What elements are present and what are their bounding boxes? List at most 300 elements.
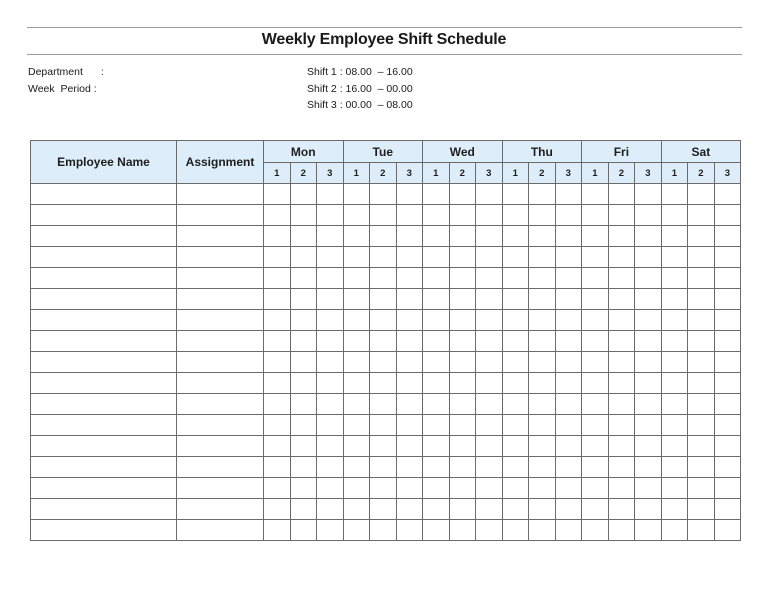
shift-cell[interactable] xyxy=(608,205,635,226)
shift-cell[interactable] xyxy=(688,373,715,394)
shift-cell[interactable] xyxy=(714,226,741,247)
shift-cell[interactable] xyxy=(317,394,344,415)
shift-cell[interactable] xyxy=(343,520,370,541)
shift-cell[interactable] xyxy=(608,457,635,478)
shift-cell[interactable] xyxy=(529,394,556,415)
shift-cell[interactable] xyxy=(582,352,609,373)
shift-cell[interactable] xyxy=(529,373,556,394)
shift-cell[interactable] xyxy=(582,520,609,541)
shift-cell[interactable] xyxy=(635,247,662,268)
shift-cell[interactable] xyxy=(396,205,423,226)
shift-cell[interactable] xyxy=(714,373,741,394)
shift-cell[interactable] xyxy=(290,436,317,457)
shift-cell[interactable] xyxy=(555,394,582,415)
shift-cell[interactable] xyxy=(476,478,503,499)
shift-cell[interactable] xyxy=(290,457,317,478)
shift-cell[interactable] xyxy=(264,289,291,310)
shift-cell[interactable] xyxy=(317,205,344,226)
shift-cell[interactable] xyxy=(502,247,529,268)
shift-cell[interactable] xyxy=(396,184,423,205)
shift-cell[interactable] xyxy=(608,226,635,247)
shift-cell[interactable] xyxy=(317,520,344,541)
shift-cell[interactable] xyxy=(502,268,529,289)
shift-cell[interactable] xyxy=(290,415,317,436)
shift-cell[interactable] xyxy=(290,394,317,415)
shift-cell[interactable] xyxy=(529,352,556,373)
shift-cell[interactable] xyxy=(396,457,423,478)
shift-cell[interactable] xyxy=(317,373,344,394)
shift-cell[interactable] xyxy=(396,352,423,373)
employee-name-cell[interactable] xyxy=(31,436,177,457)
shift-cell[interactable] xyxy=(264,373,291,394)
shift-cell[interactable] xyxy=(449,394,476,415)
shift-cell[interactable] xyxy=(714,205,741,226)
shift-cell[interactable] xyxy=(502,394,529,415)
shift-cell[interactable] xyxy=(661,205,688,226)
shift-cell[interactable] xyxy=(688,205,715,226)
shift-cell[interactable] xyxy=(502,205,529,226)
shift-cell[interactable] xyxy=(688,499,715,520)
shift-cell[interactable] xyxy=(476,184,503,205)
shift-cell[interactable] xyxy=(449,247,476,268)
shift-cell[interactable] xyxy=(555,436,582,457)
shift-cell[interactable] xyxy=(290,352,317,373)
shift-cell[interactable] xyxy=(555,478,582,499)
shift-cell[interactable] xyxy=(555,457,582,478)
shift-cell[interactable] xyxy=(317,247,344,268)
shift-cell[interactable] xyxy=(661,184,688,205)
shift-cell[interactable] xyxy=(555,373,582,394)
employee-name-cell[interactable] xyxy=(31,520,177,541)
shift-cell[interactable] xyxy=(714,499,741,520)
shift-cell[interactable] xyxy=(555,289,582,310)
shift-cell[interactable] xyxy=(582,373,609,394)
shift-cell[interactable] xyxy=(608,478,635,499)
shift-cell[interactable] xyxy=(370,415,397,436)
shift-cell[interactable] xyxy=(317,436,344,457)
shift-cell[interactable] xyxy=(396,247,423,268)
shift-cell[interactable] xyxy=(661,331,688,352)
shift-cell[interactable] xyxy=(476,205,503,226)
shift-cell[interactable] xyxy=(608,268,635,289)
shift-cell[interactable] xyxy=(502,331,529,352)
shift-cell[interactable] xyxy=(264,478,291,499)
shift-cell[interactable] xyxy=(290,310,317,331)
shift-cell[interactable] xyxy=(449,520,476,541)
shift-cell[interactable] xyxy=(264,520,291,541)
shift-cell[interactable] xyxy=(396,499,423,520)
shift-cell[interactable] xyxy=(449,478,476,499)
shift-cell[interactable] xyxy=(370,184,397,205)
shift-cell[interactable] xyxy=(396,226,423,247)
shift-cell[interactable] xyxy=(661,520,688,541)
shift-cell[interactable] xyxy=(370,289,397,310)
shift-cell[interactable] xyxy=(688,310,715,331)
shift-cell[interactable] xyxy=(555,205,582,226)
shift-cell[interactable] xyxy=(714,331,741,352)
shift-cell[interactable] xyxy=(290,478,317,499)
shift-cell[interactable] xyxy=(370,478,397,499)
shift-cell[interactable] xyxy=(608,247,635,268)
shift-cell[interactable] xyxy=(423,373,450,394)
shift-cell[interactable] xyxy=(370,499,397,520)
shift-cell[interactable] xyxy=(290,205,317,226)
shift-cell[interactable] xyxy=(343,352,370,373)
shift-cell[interactable] xyxy=(582,226,609,247)
shift-cell[interactable] xyxy=(582,394,609,415)
employee-name-cell[interactable] xyxy=(31,205,177,226)
shift-cell[interactable] xyxy=(582,436,609,457)
shift-cell[interactable] xyxy=(476,499,503,520)
shift-cell[interactable] xyxy=(264,205,291,226)
shift-cell[interactable] xyxy=(661,478,688,499)
shift-cell[interactable] xyxy=(290,289,317,310)
shift-cell[interactable] xyxy=(582,415,609,436)
shift-cell[interactable] xyxy=(423,226,450,247)
shift-cell[interactable] xyxy=(608,499,635,520)
shift-cell[interactable] xyxy=(370,268,397,289)
shift-cell[interactable] xyxy=(555,184,582,205)
shift-cell[interactable] xyxy=(688,289,715,310)
shift-cell[interactable] xyxy=(661,226,688,247)
shift-cell[interactable] xyxy=(635,457,662,478)
shift-cell[interactable] xyxy=(714,436,741,457)
shift-cell[interactable] xyxy=(582,478,609,499)
shift-cell[interactable] xyxy=(608,352,635,373)
shift-cell[interactable] xyxy=(343,436,370,457)
shift-cell[interactable] xyxy=(476,415,503,436)
shift-cell[interactable] xyxy=(264,268,291,289)
shift-cell[interactable] xyxy=(343,499,370,520)
shift-cell[interactable] xyxy=(529,520,556,541)
assignment-cell[interactable] xyxy=(177,478,264,499)
shift-cell[interactable] xyxy=(529,289,556,310)
employee-name-cell[interactable] xyxy=(31,457,177,478)
shift-cell[interactable] xyxy=(635,436,662,457)
shift-cell[interactable] xyxy=(290,331,317,352)
shift-cell[interactable] xyxy=(264,331,291,352)
shift-cell[interactable] xyxy=(449,436,476,457)
shift-cell[interactable] xyxy=(423,394,450,415)
shift-cell[interactable] xyxy=(449,289,476,310)
shift-cell[interactable] xyxy=(343,205,370,226)
shift-cell[interactable] xyxy=(714,520,741,541)
shift-cell[interactable] xyxy=(635,289,662,310)
shift-cell[interactable] xyxy=(476,331,503,352)
shift-cell[interactable] xyxy=(555,310,582,331)
shift-cell[interactable] xyxy=(396,289,423,310)
week-period-field[interactable] xyxy=(28,81,104,98)
shift-cell[interactable] xyxy=(502,226,529,247)
shift-cell[interactable] xyxy=(608,310,635,331)
shift-cell[interactable] xyxy=(449,268,476,289)
shift-cell[interactable] xyxy=(635,226,662,247)
assignment-cell[interactable] xyxy=(177,331,264,352)
shift-cell[interactable] xyxy=(343,478,370,499)
assignment-cell[interactable] xyxy=(177,205,264,226)
shift-cell[interactable] xyxy=(555,226,582,247)
shift-cell[interactable] xyxy=(529,205,556,226)
shift-cell[interactable] xyxy=(423,499,450,520)
employee-name-cell[interactable] xyxy=(31,247,177,268)
shift-cell[interactable] xyxy=(608,436,635,457)
shift-cell[interactable] xyxy=(635,478,662,499)
shift-cell[interactable] xyxy=(529,226,556,247)
shift-cell[interactable] xyxy=(661,352,688,373)
shift-cell[interactable] xyxy=(608,184,635,205)
shift-cell[interactable] xyxy=(343,289,370,310)
assignment-cell[interactable] xyxy=(177,520,264,541)
shift-cell[interactable] xyxy=(688,247,715,268)
shift-cell[interactable] xyxy=(370,520,397,541)
shift-cell[interactable] xyxy=(661,268,688,289)
shift-cell[interactable] xyxy=(635,205,662,226)
shift-cell[interactable] xyxy=(502,373,529,394)
assignment-cell[interactable] xyxy=(177,289,264,310)
shift-cell[interactable] xyxy=(449,331,476,352)
shift-cell[interactable] xyxy=(343,226,370,247)
shift-cell[interactable] xyxy=(396,478,423,499)
shift-cell[interactable] xyxy=(714,415,741,436)
shift-cell[interactable] xyxy=(502,415,529,436)
shift-cell[interactable] xyxy=(449,373,476,394)
shift-cell[interactable] xyxy=(635,331,662,352)
shift-cell[interactable] xyxy=(396,415,423,436)
employee-name-cell[interactable] xyxy=(31,499,177,520)
shift-cell[interactable] xyxy=(714,184,741,205)
shift-cell[interactable] xyxy=(608,520,635,541)
department-field[interactable] xyxy=(28,64,104,81)
employee-name-cell[interactable] xyxy=(31,352,177,373)
assignment-cell[interactable] xyxy=(177,352,264,373)
shift-cell[interactable] xyxy=(502,310,529,331)
employee-name-cell[interactable] xyxy=(31,268,177,289)
employee-name-cell[interactable] xyxy=(31,184,177,205)
shift-cell[interactable] xyxy=(476,457,503,478)
shift-cell[interactable] xyxy=(502,457,529,478)
shift-cell[interactable] xyxy=(661,415,688,436)
employee-name-cell[interactable] xyxy=(31,415,177,436)
employee-name-cell[interactable] xyxy=(31,331,177,352)
shift-cell[interactable] xyxy=(582,310,609,331)
shift-cell[interactable] xyxy=(343,394,370,415)
shift-cell[interactable] xyxy=(343,184,370,205)
shift-cell[interactable] xyxy=(608,373,635,394)
shift-cell[interactable] xyxy=(290,268,317,289)
assignment-cell[interactable] xyxy=(177,436,264,457)
shift-cell[interactable] xyxy=(317,499,344,520)
shift-cell[interactable] xyxy=(423,352,450,373)
shift-cell[interactable] xyxy=(502,184,529,205)
shift-cell[interactable] xyxy=(555,331,582,352)
shift-cell[interactable] xyxy=(688,415,715,436)
shift-cell[interactable] xyxy=(423,331,450,352)
shift-cell[interactable] xyxy=(608,415,635,436)
shift-cell[interactable] xyxy=(317,184,344,205)
shift-cell[interactable] xyxy=(476,310,503,331)
shift-cell[interactable] xyxy=(264,226,291,247)
shift-cell[interactable] xyxy=(529,415,556,436)
shift-cell[interactable] xyxy=(449,226,476,247)
shift-cell[interactable] xyxy=(396,394,423,415)
shift-cell[interactable] xyxy=(290,499,317,520)
assignment-cell[interactable] xyxy=(177,226,264,247)
shift-cell[interactable] xyxy=(714,394,741,415)
shift-cell[interactable] xyxy=(423,520,450,541)
shift-cell[interactable] xyxy=(688,226,715,247)
shift-cell[interactable] xyxy=(290,184,317,205)
shift-cell[interactable] xyxy=(714,268,741,289)
shift-cell[interactable] xyxy=(290,226,317,247)
shift-cell[interactable] xyxy=(555,415,582,436)
shift-cell[interactable] xyxy=(582,205,609,226)
shift-cell[interactable] xyxy=(582,499,609,520)
employee-name-cell[interactable] xyxy=(31,226,177,247)
shift-cell[interactable] xyxy=(423,289,450,310)
shift-cell[interactable] xyxy=(502,520,529,541)
shift-cell[interactable] xyxy=(396,331,423,352)
assignment-cell[interactable] xyxy=(177,184,264,205)
shift-cell[interactable] xyxy=(688,457,715,478)
shift-cell[interactable] xyxy=(555,499,582,520)
shift-cell[interactable] xyxy=(264,457,291,478)
shift-cell[interactable] xyxy=(290,373,317,394)
shift-cell[interactable] xyxy=(423,436,450,457)
shift-cell[interactable] xyxy=(370,352,397,373)
shift-cell[interactable] xyxy=(343,373,370,394)
shift-cell[interactable] xyxy=(635,373,662,394)
shift-cell[interactable] xyxy=(529,478,556,499)
shift-cell[interactable] xyxy=(343,457,370,478)
shift-cell[interactable] xyxy=(449,184,476,205)
shift-cell[interactable] xyxy=(502,352,529,373)
shift-cell[interactable] xyxy=(635,310,662,331)
shift-cell[interactable] xyxy=(635,184,662,205)
shift-cell[interactable] xyxy=(449,499,476,520)
employee-name-cell[interactable] xyxy=(31,478,177,499)
shift-cell[interactable] xyxy=(449,352,476,373)
shift-cell[interactable] xyxy=(370,436,397,457)
shift-cell[interactable] xyxy=(264,310,291,331)
shift-cell[interactable] xyxy=(343,310,370,331)
shift-cell[interactable] xyxy=(661,499,688,520)
assignment-cell[interactable] xyxy=(177,457,264,478)
shift-cell[interactable] xyxy=(529,457,556,478)
shift-cell[interactable] xyxy=(582,457,609,478)
shift-cell[interactable] xyxy=(582,289,609,310)
shift-cell[interactable] xyxy=(396,268,423,289)
employee-name-cell[interactable] xyxy=(31,394,177,415)
shift-cell[interactable] xyxy=(449,205,476,226)
shift-cell[interactable] xyxy=(264,247,291,268)
shift-cell[interactable] xyxy=(688,331,715,352)
shift-cell[interactable] xyxy=(476,394,503,415)
shift-cell[interactable] xyxy=(502,478,529,499)
shift-cell[interactable] xyxy=(423,247,450,268)
employee-name-cell[interactable] xyxy=(31,373,177,394)
employee-name-cell[interactable] xyxy=(31,289,177,310)
shift-cell[interactable] xyxy=(370,310,397,331)
shift-cell[interactable] xyxy=(343,247,370,268)
shift-cell[interactable] xyxy=(476,436,503,457)
shift-cell[interactable] xyxy=(661,373,688,394)
shift-cell[interactable] xyxy=(370,226,397,247)
shift-cell[interactable] xyxy=(317,226,344,247)
shift-cell[interactable] xyxy=(449,457,476,478)
shift-cell[interactable] xyxy=(582,184,609,205)
shift-cell[interactable] xyxy=(529,247,556,268)
shift-cell[interactable] xyxy=(290,520,317,541)
assignment-cell[interactable] xyxy=(177,247,264,268)
shift-cell[interactable] xyxy=(582,247,609,268)
shift-cell[interactable] xyxy=(529,331,556,352)
shift-cell[interactable] xyxy=(661,289,688,310)
shift-cell[interactable] xyxy=(661,310,688,331)
shift-cell[interactable] xyxy=(317,310,344,331)
shift-cell[interactable] xyxy=(423,205,450,226)
shift-cell[interactable] xyxy=(555,247,582,268)
assignment-cell[interactable] xyxy=(177,373,264,394)
shift-cell[interactable] xyxy=(714,457,741,478)
shift-cell[interactable] xyxy=(317,352,344,373)
shift-cell[interactable] xyxy=(317,268,344,289)
shift-cell[interactable] xyxy=(635,415,662,436)
shift-cell[interactable] xyxy=(688,184,715,205)
shift-cell[interactable] xyxy=(529,268,556,289)
shift-cell[interactable] xyxy=(370,247,397,268)
shift-cell[interactable] xyxy=(688,268,715,289)
shift-cell[interactable] xyxy=(476,520,503,541)
shift-cell[interactable] xyxy=(476,373,503,394)
shift-cell[interactable] xyxy=(423,310,450,331)
shift-cell[interactable] xyxy=(688,394,715,415)
shift-cell[interactable] xyxy=(396,310,423,331)
shift-cell[interactable] xyxy=(476,352,503,373)
shift-cell[interactable] xyxy=(264,415,291,436)
shift-cell[interactable] xyxy=(661,394,688,415)
shift-cell[interactable] xyxy=(396,520,423,541)
shift-cell[interactable] xyxy=(476,247,503,268)
shift-cell[interactable] xyxy=(343,415,370,436)
shift-cell[interactable] xyxy=(714,289,741,310)
shift-cell[interactable] xyxy=(529,310,556,331)
shift-cell[interactable] xyxy=(476,268,503,289)
shift-cell[interactable] xyxy=(529,499,556,520)
shift-cell[interactable] xyxy=(555,268,582,289)
shift-cell[interactable] xyxy=(370,394,397,415)
shift-cell[interactable] xyxy=(661,247,688,268)
shift-cell[interactable] xyxy=(502,499,529,520)
shift-cell[interactable] xyxy=(317,457,344,478)
shift-cell[interactable] xyxy=(635,520,662,541)
shift-cell[interactable] xyxy=(555,352,582,373)
shift-cell[interactable] xyxy=(264,499,291,520)
shift-cell[interactable] xyxy=(502,436,529,457)
assignment-cell[interactable] xyxy=(177,415,264,436)
shift-cell[interactable] xyxy=(688,352,715,373)
shift-cell[interactable] xyxy=(529,436,556,457)
shift-cell[interactable] xyxy=(714,352,741,373)
shift-cell[interactable] xyxy=(264,436,291,457)
shift-cell[interactable] xyxy=(423,457,450,478)
shift-cell[interactable] xyxy=(343,268,370,289)
shift-cell[interactable] xyxy=(714,247,741,268)
shift-cell[interactable] xyxy=(555,520,582,541)
shift-cell[interactable] xyxy=(396,436,423,457)
shift-cell[interactable] xyxy=(476,289,503,310)
shift-cell[interactable] xyxy=(661,436,688,457)
shift-cell[interactable] xyxy=(635,499,662,520)
